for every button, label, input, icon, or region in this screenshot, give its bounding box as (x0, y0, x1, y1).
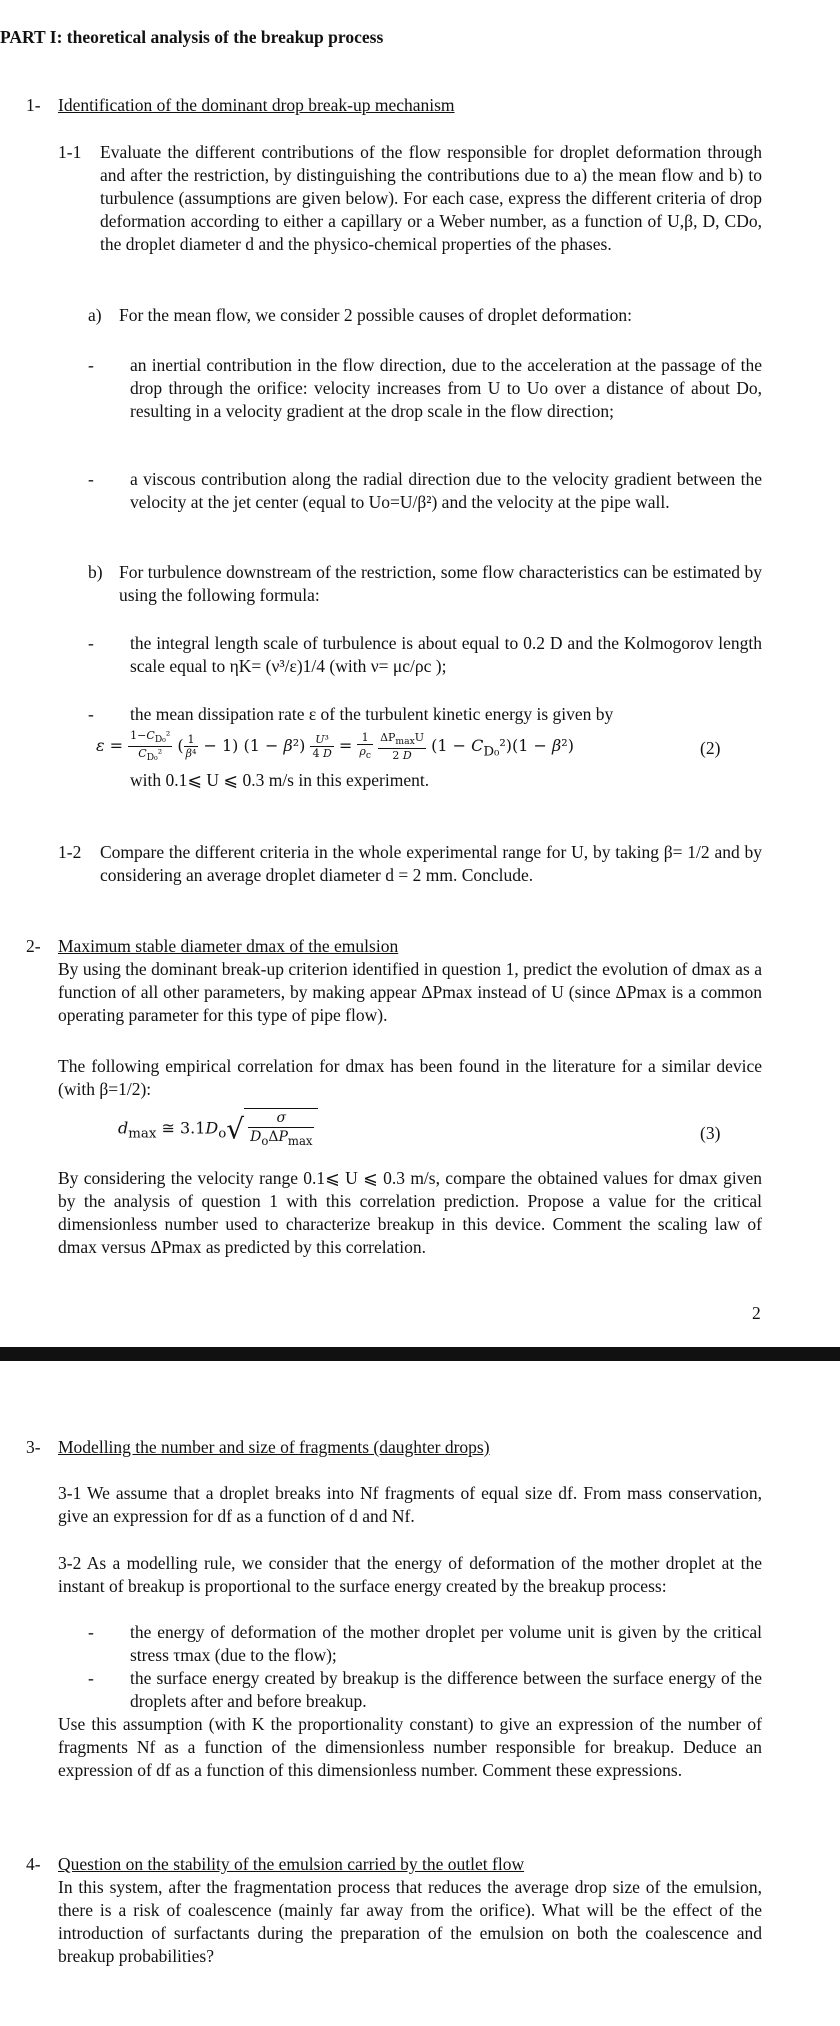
page-number: 2 (752, 1303, 761, 1323)
q11-text: Evaluate the different contributions of the flow responsible for droplet deformation through and after the restriction, by distinguishing the contributions due to a) the mean flow and b) to turbulence (assumptions are given below). For each case, express the different criteria of drop deformation according to either a capillary or a Weber number, as a function of U,β, D, CDo, the droplet diameter d and the physico-chemical properties of the phases. (100, 142, 762, 254)
q1b-item-length-scales: the integral length scale of turbulence is about equal to 0.2 D and the Kolmogorov length scale equal to ηK= (ν³/ε)1/4 (with ν= μc/ρc ); (130, 633, 762, 676)
q4-text: In this system, after the fragmentation process that reduces the average drop size of the emulsion, there is a risk of coalescence (mainly far away from the orifice). What will be the effect of the introduction of surfactants during the preparation of the emulsion on both the coalescence and breakup probabilities? (58, 1877, 762, 1966)
page-separator (0, 1347, 840, 1361)
part-title-text: PART I: theoretical analysis of the breakup process (0, 27, 384, 47)
q1a-item-inertial: an inertial contribution in the flow direction, due to the acceleration at the passage of the drop through the orifice: velocity increases from U to Uo over a distance of about Do, resulting in a velocity gradient at the drop scale in the flow direction; (130, 355, 762, 421)
q2-number: 2- (26, 936, 41, 956)
q1a-item-viscous: a viscous contribution along the radial direction due to the velocity gradient between the velocity at the jet center (equal to Uo=U/β²) and the velocity at the pipe wall. (130, 469, 762, 512)
q1a-label: a) (88, 305, 102, 325)
q1b-text: For turbulence downstream of the restriction, some flow characteristics can be estimated by using the following formula: (119, 562, 762, 605)
equation-2-range: with 0.1⩽ U ⩽ 0.3 m/s in this experiment. (130, 770, 430, 790)
equation-3: $d_{max}$ ≅ $3.1D_o√$ $\frac{\sigma}{D_o\Delta P_{max}}$ (118, 1108, 318, 1158)
q12-number: 1-2 (58, 842, 82, 862)
q3-number: 3- (26, 1437, 41, 1457)
q3-2-item-deformation: the energy of deformation of the mother droplet per volume unit is given by the critical stress τmax (due to the flow); (130, 1622, 762, 1665)
q1-title: Identification of the dominant drop break-up mechanism (58, 95, 455, 115)
equation-3-tag: (3) (700, 1123, 721, 1143)
bullet-dash: - (88, 355, 94, 375)
q2-title: Maximum stable diameter dmax of the emulsion (58, 936, 399, 956)
q12-text: Compare the different criteria in the whole experimental range for U, by taking β= 1/2 and by considering an average droplet diameter d = 2 mm. Conclude. (100, 842, 762, 885)
q1a-text: For the mean flow, we consider 2 possible causes of droplet deformation: (119, 305, 633, 325)
q2-paragraph-1: By using the dominant break-up criterion identified in question 1, predict the evolution of dmax as a function of all other parameters, by making appear ΔPmax instead of U (since ΔPmax is a common operating parameter for this type of pipe flow). (58, 959, 762, 1025)
q3-title: Modelling the number and size of fragments (daughter drops) (58, 1437, 490, 1457)
q2-paragraph-2: The following empirical correlation for dmax has been found in the literature for a similar device (with β=1/2): (58, 1056, 762, 1099)
q4-number: 4- (26, 1854, 41, 1874)
q1b-label: b) (88, 562, 103, 582)
bullet-dash: - (88, 469, 94, 489)
equation-2: ε = $\frac{1-C_{D_0}^2}{C_{D_0}^2}$ ( $\frac{1}{\text{β⁴}}$ − 1) (1 − β²) $\frac{\text{U³}}{4 D}$ = $\frac{1}{\rho_c}$ $\frac{\Delta P_{max}U}{2 D}$ $(1 - C_{D_0}^2)(1 - \beta^2)$ (96, 729, 574, 764)
equation-2-tag: (2) (700, 738, 721, 758)
bullet-dash: - (88, 633, 94, 653)
q1-number: 1- (26, 95, 41, 115)
bullet-dash: - (88, 704, 94, 724)
bullet-dash: - (88, 1668, 94, 1688)
q3-1-text: 3-1 We assume that a droplet breaks into Nf fragments of equal size df. From mass conservation, give an expression for df as a function of d and Nf. (58, 1483, 762, 1526)
bullet-dash: - (88, 1622, 94, 1642)
q2-paragraph-3: By considering the velocity range 0.1⩽ U ⩽ 0.3 m/s, compare the obtained values for dmax given by the analysis of question 1 with this correlation prediction. Propose a value for the critical dimensionless number used to characterize breakup in this device. Comment the scaling law of dmax versus ΔPmax as predicted by this correlation. (58, 1168, 762, 1257)
part-title (0, 26, 383, 49)
q3-2-after: Use this assumption (with K the proportionality constant) to give an expression of the number of fragments Nf as a function of the dimensionless number responsible for breakup. Deduce an expression of df as a function of this dimensionless number. Comment these expressions. (58, 1714, 762, 1780)
q1b-item-dissipation: the mean dissipation rate ε of the turbulent kinetic energy is given by (130, 704, 614, 724)
q3-2-item-surface: the surface energy created by breakup is the difference between the surface energy of the droplets after and before breakup. (130, 1668, 762, 1711)
q4-title: Question on the stability of the emulsion carried by the outlet flow (58, 1854, 525, 1874)
q3-2-text: 3-2 As a modelling rule, we consider that the energy of deformation of the mother droplet at the instant of breakup is proportional to the surface energy created by the breakup process: (58, 1553, 762, 1596)
q11-number: 1-1 (58, 142, 82, 162)
